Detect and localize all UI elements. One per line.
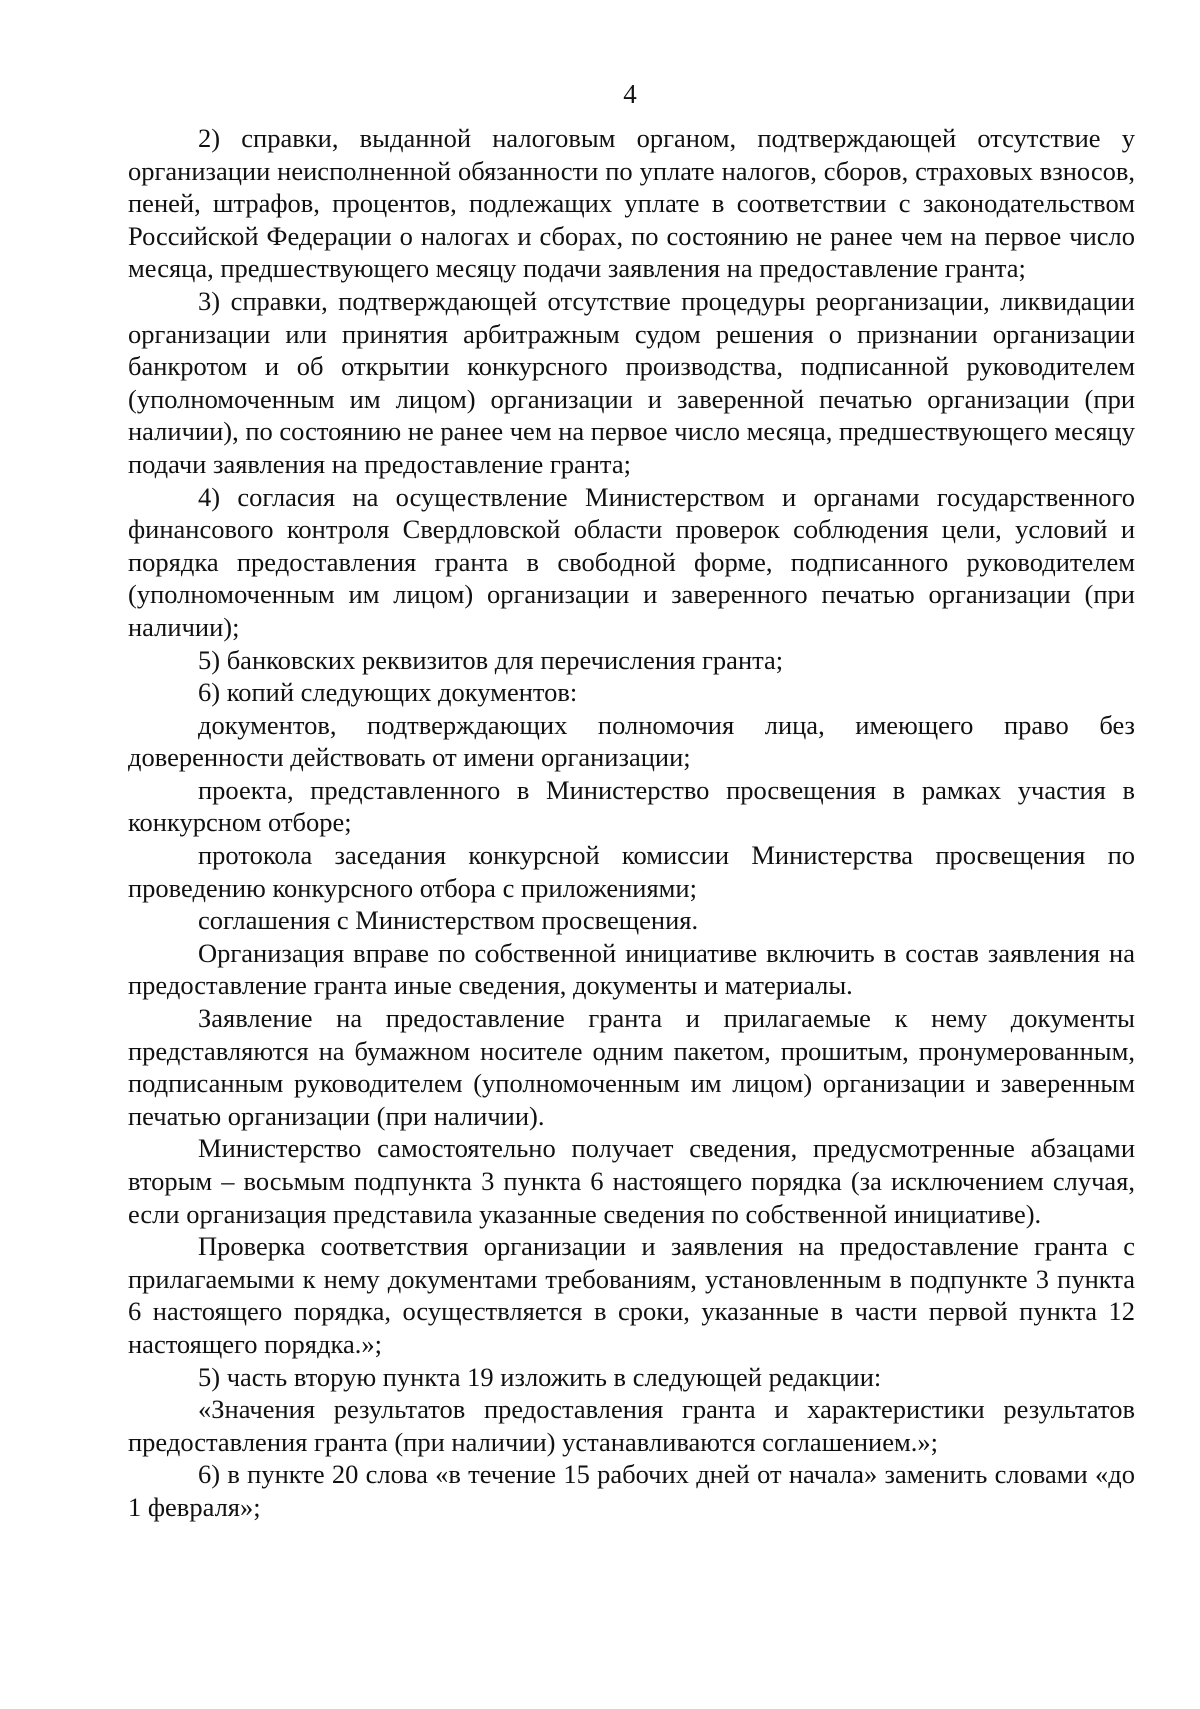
paragraph-initiative: Организация вправе по собственной инициативе включить в состав заявления на предоставление гранта иные сведения, документы и материалы. bbox=[128, 937, 1135, 1001]
paragraph-ministry-info: Министерство самостоятельно получает сведения, предусмотренные абзацами вторым – восьмым подпункта 3 пункта 6 настоящего порядка (за исключением случая, если организация представила указанные сведения по собственной инициативе). bbox=[128, 1133, 1135, 1229]
document-body bbox=[128, 122, 1135, 1524]
paragraph-docs-agreement: соглашения с Министерством просвещения. bbox=[198, 905, 699, 936]
paragraph-amend-20: 6) в пункте 20 слова «в течение 15 рабочих дней от начала» заменить словами «до 1 февраля»; bbox=[128, 1459, 1135, 1522]
paragraph-docs-protocol: протокола заседания конкурсной комиссии Министерства просвещения по проведению конкурсного отбора с приложениями; bbox=[128, 840, 1135, 903]
paragraph-item-5: 5) банковских реквизитов для перечисления гранта; bbox=[198, 644, 784, 675]
paragraph-docs-authority: документов, подтверждающих полномочия лица, имеющего право без доверенности действовать от имени организации; bbox=[128, 709, 1135, 773]
paragraph-results-values: «Значения результатов предоставления гранта и характеристики результатов предоставления гранта (при наличии) устанавливаются соглашением.»; bbox=[128, 1394, 1135, 1457]
paragraph-verification: Проверка соответствия организации и заявления на предоставление гранта с прилагаемыми к нему документами требованиям, установленным в подпункте 3 пункта 6 настоящего порядка, осуществляется в сроки, указанные в части первой пункта 12 настоящего порядка.»; bbox=[128, 1231, 1135, 1359]
paragraph-docs-project: проекта, представленного в Министерство просвещения в рамках участия в конкурсном отборе; bbox=[128, 774, 1135, 838]
paragraph-item-6: 6) копий следующих документов: bbox=[198, 677, 578, 708]
paragraph-amend-19: 5) часть вторую пункта 19 изложить в следующей редакции: bbox=[198, 1361, 882, 1392]
paragraph-item-2: 2) справки, выданной налоговым органом, подтверждающей отсутствие у организации неисполненной обязанности по уплате налогов, сборов, страховых взносов, пеней, штрафов, процентов, подлежащих уплате в соответствии с законодательством Российской Федерации о налогах и сборах, по состоянию не ранее чем на первое число месяца, предшествующего месяцу подачи заявления на предоставление гранта; bbox=[128, 123, 1135, 284]
paragraph-item-3: 3) справки, подтверждающей отсутствие процедуры реорганизации, ликвидации организации или принятия арбитражным судом решения о признании организации банкротом и об открытии конкурсного производства, подписанной руководителем (уполномоченным им лицом) организации и заверенной печатью организации (при наличии), по состоянию не ранее чем на первое число месяца, предшествующего месяцу подачи заявления на предоставление гранта; bbox=[128, 285, 1135, 479]
paragraph-item-4: 4) согласия на осуществление Министерством и органами государственного финансового контроля Свердловской области проверок соблюдения цели, условий и порядка предоставления гранта в свободной форме, подписанного руководителем (уполномоченным им лицом) организации и заверенного печатью организации (при наличии); bbox=[128, 481, 1135, 642]
page-number: 4 bbox=[623, 79, 637, 109]
paragraph-application-format: Заявление на предоставление гранта и прилагаемые к нему документы представляются на бумажном носителе одним пакетом, прошитым, пронумерованным, подписанным руководителем (уполномоченным им лицом) организации и заверенным печатью организации (при наличии). bbox=[128, 1003, 1135, 1131]
